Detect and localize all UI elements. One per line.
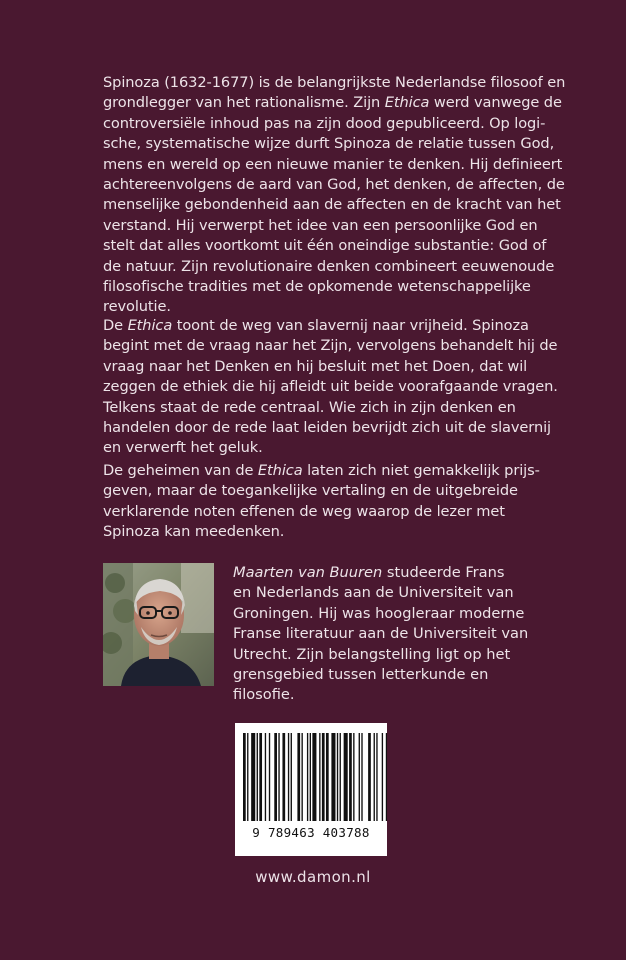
text-line: vraag naar het Denken en hij besluit met het Doen, dat wil bbox=[103, 357, 528, 375]
author-name: Maarten van Buuren bbox=[233, 564, 383, 581]
text-line: de natuur. Zijn revolutionaire denken combineert eeuwenoude bbox=[103, 257, 555, 275]
text-line: stelt dat alles voortkomt uit één oneindige substantie: God of bbox=[103, 237, 547, 255]
barcode-bar bbox=[382, 733, 383, 821]
text-line: verklarende noten effenen de weg waarop de lezer met bbox=[103, 502, 505, 520]
book-title-italic: Ethica bbox=[127, 317, 173, 334]
text-line: verstand. Hij verwerpt het idee van een persoonlijke God en bbox=[103, 216, 538, 234]
text-line: Franse literatuur aan de Universiteit van bbox=[233, 625, 529, 643]
barcode-bar bbox=[361, 733, 362, 821]
barcode-bar bbox=[386, 733, 387, 821]
author-bio-text bbox=[233, 563, 533, 706]
text-line: Spinoza kan meedenken. bbox=[103, 523, 285, 541]
barcode-bar bbox=[374, 733, 375, 821]
text-line bbox=[233, 563, 533, 583]
text-span: grondlegger van het rationalisme. Zijn bbox=[103, 94, 385, 112]
text-span: De bbox=[103, 317, 128, 334]
barcode-bar bbox=[269, 733, 270, 821]
barcode-bar bbox=[331, 733, 335, 821]
text-line: en Nederlands aan de Universiteit van bbox=[233, 584, 514, 602]
barcode-bar bbox=[353, 733, 354, 821]
barcode-bar bbox=[359, 733, 360, 821]
text-span: laten zich niet gemakkelijk prijs- bbox=[302, 462, 540, 479]
barcode-bar bbox=[344, 733, 348, 821]
barcode-bar bbox=[247, 733, 248, 821]
text-line: zeggen de ethiek die hij afleidt uit beide voorafgaande vragen. bbox=[103, 378, 558, 396]
text-span: toont de weg van slavernij naar vrijheid. Spinoza bbox=[172, 317, 529, 334]
book-title-italic: Ethica bbox=[384, 94, 430, 112]
barcode-bar bbox=[257, 733, 258, 821]
barcode-bar bbox=[274, 733, 277, 821]
isbn-number: 9 789463 403788 bbox=[252, 825, 370, 840]
barcode-bar bbox=[265, 733, 266, 821]
text-line: grensgebied tussen letterkunde en bbox=[233, 666, 489, 684]
description-paragraph-3 bbox=[103, 461, 540, 543]
text-line: revolutie. bbox=[103, 298, 171, 316]
barcode-bar bbox=[312, 733, 316, 821]
barcode-bar bbox=[340, 733, 341, 821]
text-line: en verwerft het geluk. bbox=[103, 439, 263, 457]
text-line bbox=[103, 316, 528, 336]
barcode-bar bbox=[326, 733, 329, 821]
barcode-bar bbox=[310, 733, 311, 821]
barcode-bar bbox=[288, 733, 289, 821]
text-line: achtereenvolgens de aard van God, het denken, de affecten, de bbox=[103, 176, 565, 194]
barcode-bar bbox=[319, 733, 320, 821]
description-paragraph-1 bbox=[103, 73, 566, 318]
barcode-bar bbox=[251, 733, 255, 821]
text-span: De geheimen van de bbox=[103, 462, 258, 479]
author-bio bbox=[103, 563, 529, 704]
book-title-italic: Ethica bbox=[257, 462, 303, 479]
text-line: Spinoza (1632-1677) is de belangrijkste Nederlandse filosoof en bbox=[103, 74, 566, 91]
text-span: studeerde Frans bbox=[382, 564, 505, 581]
author-photo bbox=[103, 563, 214, 686]
text-line: begint met de vraag naar het Zijn, vervolgens behandelt hij de bbox=[103, 337, 558, 355]
barcode-bar bbox=[307, 733, 308, 821]
text-line: handelen door de rede laat leiden bevrijdt zich uit de slavernij bbox=[103, 419, 552, 437]
barcode-bar bbox=[243, 733, 246, 821]
text-line: sche, systematische wijze durft Spinoza de relatie tussen God, bbox=[103, 135, 555, 153]
publisher-website[interactable]: www.damon.nl bbox=[255, 868, 371, 886]
barcode-bar bbox=[376, 733, 377, 821]
barcode-bar bbox=[291, 733, 292, 821]
barcode-bar bbox=[278, 733, 279, 821]
text-line: filosofische tradities met de opkomende wetenschappelijke bbox=[103, 278, 531, 296]
text-line: Utrecht. Zijn belangstelling ligt op het bbox=[233, 645, 511, 663]
description-paragraph-2 bbox=[103, 316, 558, 459]
text-line: geven, maar de toegankelijke vertaling en de uitgebreide bbox=[103, 482, 518, 500]
text-line: mens en wereld op een nieuwe manier te denken. Hij definieert bbox=[103, 155, 563, 173]
barcode-bar bbox=[322, 733, 325, 821]
barcode-bar bbox=[259, 733, 262, 821]
barcode-bar bbox=[297, 733, 300, 821]
barcode-bar bbox=[349, 733, 352, 821]
barcode-bar bbox=[301, 733, 302, 821]
isbn-barcode bbox=[235, 723, 387, 856]
author-portrait-illustration bbox=[103, 563, 214, 686]
barcode-bar bbox=[368, 733, 371, 821]
barcode-bar bbox=[282, 733, 285, 821]
text-line: menselijke gebondenheid aan de affecten en de kracht van het bbox=[103, 196, 561, 214]
barcode-bar bbox=[337, 733, 338, 821]
text-line bbox=[103, 93, 562, 113]
text-span: werd vanwege de bbox=[429, 94, 562, 112]
text-line: Telkens staat de rede centraal. Wie zich in zijn denken en bbox=[103, 398, 516, 416]
text-line bbox=[103, 461, 540, 481]
text-line: filosofie. bbox=[233, 686, 295, 704]
text-line: controversiële inhoud pas na zijn dood gepubliceerd. Op logi- bbox=[103, 114, 546, 132]
text-line: Groningen. Hij was hoogleraar moderne bbox=[233, 604, 525, 622]
